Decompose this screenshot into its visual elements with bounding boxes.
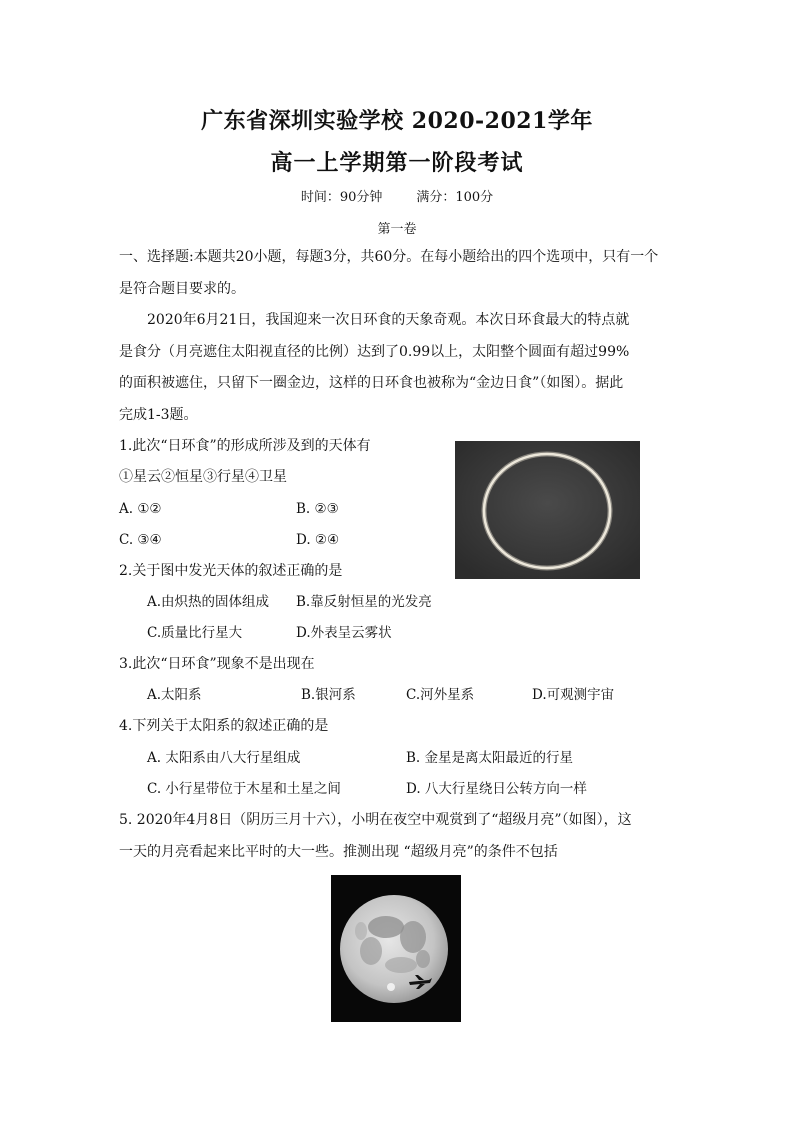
q4-option-a: A. 太阳系由八大行星组成 (147, 750, 301, 766)
q3-option-b: B.银河系 (301, 687, 356, 703)
passage-line: 的面积被遮住，只留下一圈金边，这样的日环食也被称为“金边日食”（如图）。据此 (119, 375, 624, 391)
question-1-stem: 1.此次“日环食”的形成所涉及到的天体有 (119, 438, 371, 454)
q1-option-d: D. ②④ (296, 532, 340, 548)
question-5-stem: 5. 2020年4月8日（阴历三月十六），小明在夜空中观赏到了“超级月亮”（如图），这 (119, 812, 632, 828)
q1-option-a: A. ①② (119, 501, 162, 517)
exam-subtitle: 高一上学期第一阶段考试 (270, 150, 524, 176)
q4-option-d: D. 八大行星绕日公转方向一样 (406, 781, 587, 797)
question-5-stem-cont: 一天的月亮看起来比平时的大一些。推测出现 “超级月亮”的条件不包括 (119, 844, 558, 860)
q2-option-b: B.靠反射恒星的光发亮 (296, 594, 432, 610)
question-1-items: ①星云②恒星③行星④卫星 (119, 469, 287, 485)
q2-option-c: C.质量比行星大 (147, 625, 243, 641)
moon-graphic (331, 875, 461, 1022)
annular-eclipse-image (455, 441, 640, 579)
time-limit: 时间：90分钟 (300, 190, 383, 205)
exam-meta (0, 186, 794, 205)
section-instructions-cont: 是符合题目要求的。 (119, 281, 245, 297)
q3-option-c: C.河外星系 (406, 687, 475, 703)
q3-option-d: D.可观测宇宙 (532, 687, 615, 703)
super-moon-image (331, 875, 461, 1022)
full-score: 满分：100分 (416, 190, 494, 205)
question-4-stem: 4.下列关于太阳系的叙述正确的是 (119, 718, 329, 734)
q4-option-c: C. 小行星带位于木星和土星之间 (147, 781, 341, 797)
q1-option-c: C. ③④ (119, 532, 162, 548)
q2-option-a: A.由炽热的固体组成 (147, 594, 270, 610)
q1-option-b: B. ②③ (296, 501, 339, 517)
q3-option-a: A.太阳系 (147, 687, 202, 703)
question-3-stem: 3.此次“日环食”现象不是出现在 (119, 656, 315, 672)
q2-option-d: D.外表呈云雾状 (296, 625, 392, 641)
eclipse-ring-graphic (455, 441, 640, 579)
section-instructions: 一、选择题:本题共20小题，每题3分，共60分。在每小题给出的四个选项中，只有一个 (119, 249, 659, 265)
passage-line: 完成1-3题。 (119, 407, 198, 423)
volume-label: 第一卷 (377, 222, 417, 237)
passage-line: 2020年6月21日，我国迎来一次日环食的天象奇观。本次日环食最大的特点就 (147, 312, 630, 328)
q4-option-b: B. 金星是离太阳最近的行星 (406, 750, 574, 766)
exam-title: 广东省深圳实验学校 2020-2021学年 (201, 108, 593, 134)
passage-line: 是食分（月亮遮住太阳视直径的比例）达到了0.99以上，太阳整个圆面有超过99% (119, 344, 630, 360)
question-2-stem: 2.关于图中发光天体的叙述正确的是 (119, 563, 343, 579)
